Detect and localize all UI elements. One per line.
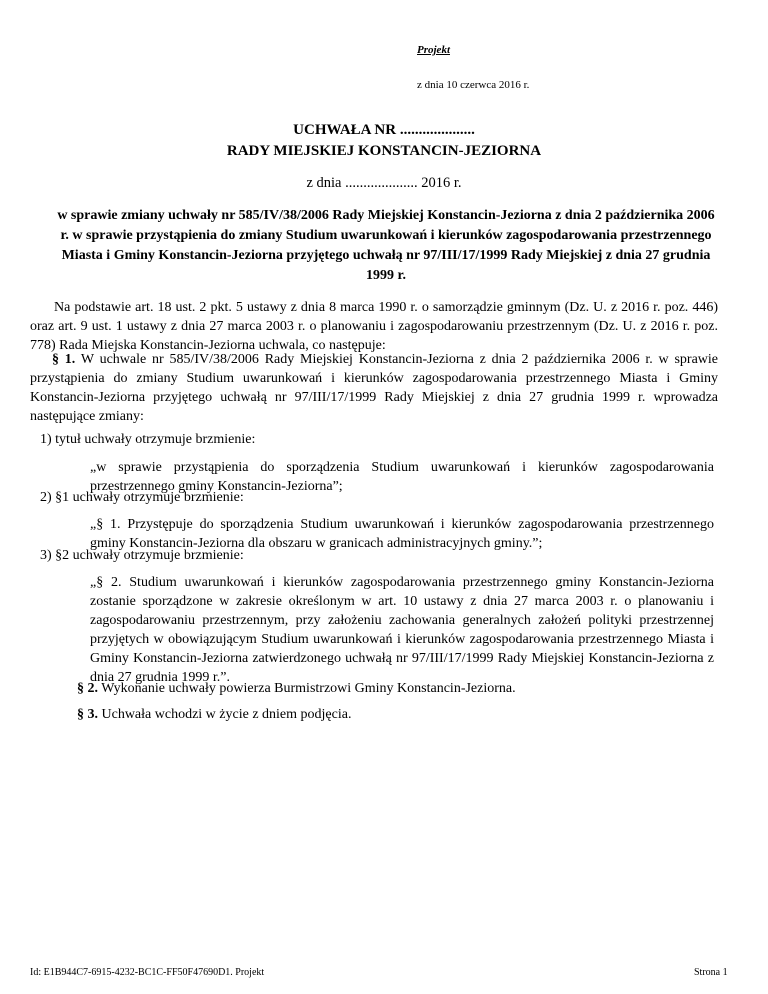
section-3-marker: § 3. [77, 707, 98, 722]
amendment-item-3-quote: „§ 2. Studium uwarunkowań i kierunków zagospodarowania przestrzennego gminy Konstancin-Jeziorna zostanie sporządzone w zakresie określonym w art. 10 ustawy z dnia 27 marca 2003 r. o planowaniu i zagospodarowaniu przestrzennym, przy założeniu zachowania generalnych założeń polityki przestrzennej przyjętych w obowiązującym Studium uwarunkowań i kierunków zagospodarowania przestrzennego Miasta i Gminy Konstancin-Jeziorna zatwierdzonego uchwałą nr 97/III/17/1999 Rady Miejskiej Konstancin-Jeziorna z dnia 27 grudnia 1999 r.”. [90, 575, 714, 685]
amendment-item-1-quote: „w sprawie przystąpienia do sporządzenia Studium uwarunkowań i kierunków zagospodarowania przestrzennego gminy Konstancin-Jeziorna”; [90, 460, 714, 494]
project-date: z dnia 10 czerwca 2016 r. [417, 79, 530, 91]
section-1-text: W uchwale nr 585/IV/38/2006 Rady Miejskiej Konstancin-Jeziorna z dnia 2 października 2006 r. w sprawie przystąpienia do zmiany Studium uwarunkowań i kierunków zagospodarowania przestrzennego Miasta i Gminy Konstancin-Jeziorna przyjętego uchwałą nr 97/III/17/1999 Rady Miejskiej z dnia 27 grudnia 1999 r. wprowadza następujące zmiany: [30, 352, 718, 424]
amendment-item-1-label: 1) tytuł uchwały otrzymuje brzmienie: [40, 432, 256, 447]
section-2-paragraph [77, 681, 516, 697]
amendment-item-3-label: 3) §2 uchwały otrzymuje brzmienie: [40, 548, 244, 563]
section-3-text: Uchwała wchodzi w życie z dniem podjęcia. [98, 707, 352, 722]
section-1-paragraph [30, 350, 718, 426]
preamble-paragraph: Na podstawie art. 18 ust. 2 pkt. 5 ustawy z dnia 8 marca 1990 r. o samorządzie gminnym (Dz. U. z 2016 r. poz. 446) oraz art. 9 ust. 1 ustawy z dnia 27 marca 2003 r. o planowaniu i zagospodarowaniu przestrzennym (Dz. U. z 2016 r. poz. 778) Rada Miejska Konstancin-Jeziorna uchwala, co następuje: [30, 300, 718, 353]
resolution-date: z dnia .................... 2016 r. [306, 175, 462, 191]
resolution-number-title: UCHWAŁA NR .................... [293, 122, 475, 138]
section-1-marker: § 1. [52, 352, 76, 367]
projekt-label: Projekt [417, 44, 450, 56]
section-2-text: Wykonanie uchwały powierza Burmistrzowi Gminy Konstancin-Jeziorna. [98, 681, 516, 696]
council-name-title: RADY MIEJSKIEJ KONSTANCIN-JEZIORNA [226, 143, 542, 159]
footer-document-id: Id: E1B944C7-6915-4232-BC1C-FF50F47690D1. Projekt [30, 967, 265, 978]
resolution-subject: w sprawie zmiany uchwały nr 585/IV/38/2006 Rady Miejskiej Konstancin-Jeziorna z dnia 2 października 2006 r. w sprawie przystąpienia do zmiany Studium uwarunkowań i kierunków zagospodarowania przestrzennego Miasta i Gminy Konstancin-Jeziorna przyjętego uchwałą nr 97/III/17/1999 Rady Miejskiej z dnia 27 grudnia 1999 r. [57, 208, 715, 283]
section-3-paragraph [77, 707, 351, 723]
section-2-marker: § 2. [77, 681, 98, 696]
footer-page-number: Strona 1 [694, 967, 728, 978]
amendment-item-2-quote: „§ 1. Przystępuje do sporządzenia Studium uwarunkowań i kierunków zagospodarowania przestrzennego gminy Konstancin-Jeziorna dla obszaru w granicach administracyjnych gminy.”; [90, 517, 714, 551]
amendment-item-2-label: 2) §1 uchwały otrzymuje brzmienie: [40, 490, 244, 505]
